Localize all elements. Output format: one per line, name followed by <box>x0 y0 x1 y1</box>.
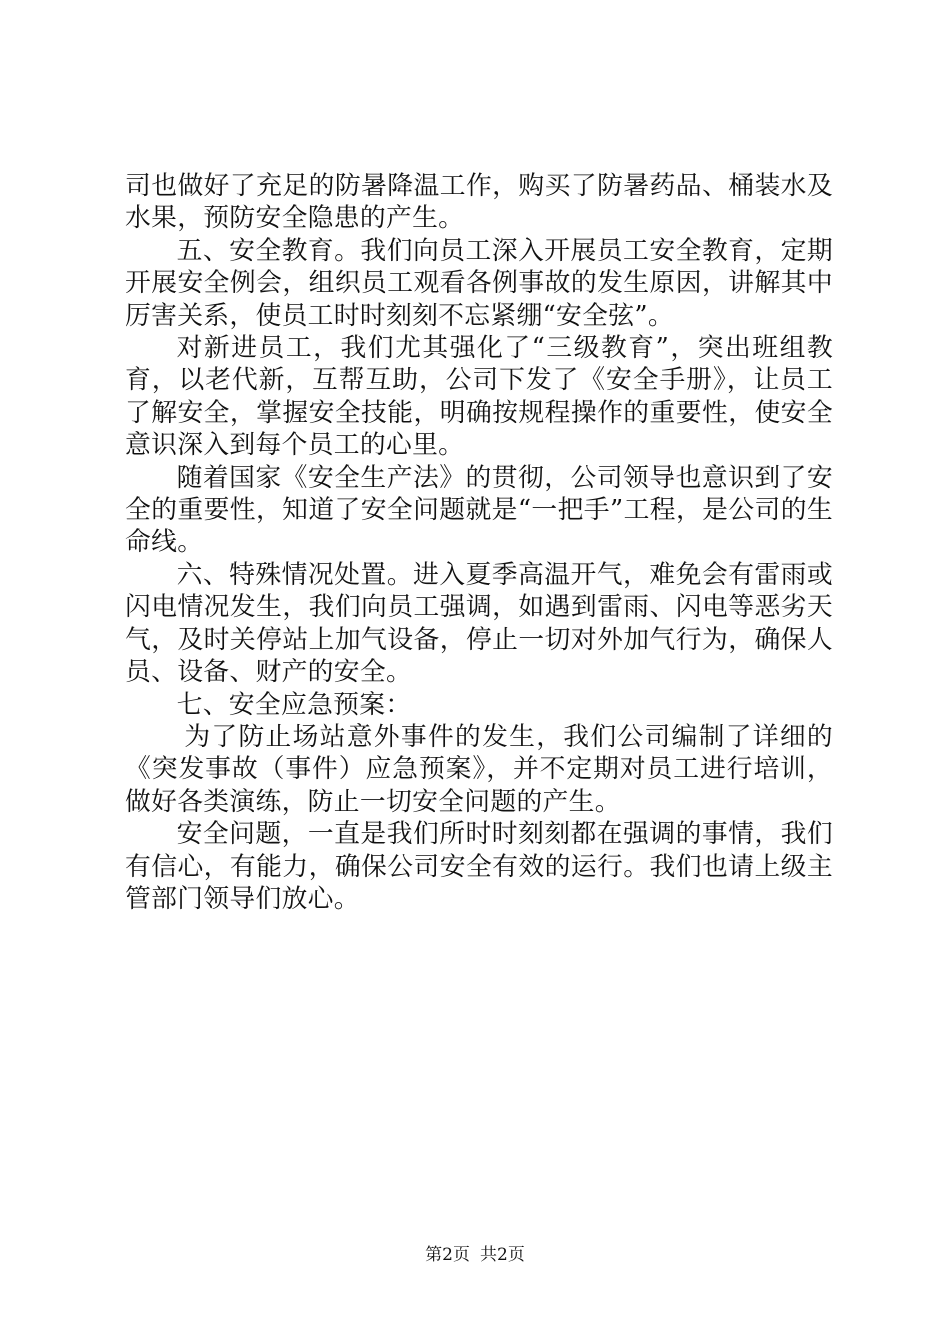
paragraph-5: 六、特殊情况处置。进入夏季高温开气，难免会有雷雨或闪电情况发生，我们向员工强调，如遇到雷雨、闪电等恶劣天气，及时关停站上加气设备，停止一切对外加气行为，确保人员、设备、财产的安全。 <box>125 559 833 688</box>
paragraph-3: 对新进员工，我们尤其强化了“三级教育”，突出班组教育，以老代新，互帮互助，公司下发了《安全手册》，让员工了解安全，掌握安全技能，明确按规程操作的重要性，使安全意识深入到每个员工的心里。 <box>125 333 833 461</box>
paragraph-1: 司也做好了充足的防暑降温工作，购买了防暑药品、桶装水及水果，预防安全隐患的产生。 <box>125 171 833 234</box>
page-footer <box>0 1244 950 1266</box>
paragraph-7: 为了防止场站意外事件的发生，我们公司编制了详细的《突发事故（事件）应急预案》，并不定期对员工进行培训，做好各类演练，防止一切安全问题的产生。 <box>125 721 833 817</box>
paragraph-8: 安全问题，一直是我们所时时刻刻都在强调的事情，我们有信心，有能力，确保公司安全有效的运行。我们也请上级主管部门领导们放心。 <box>125 819 833 914</box>
page-total: 共2页 <box>480 1245 525 1265</box>
paragraph-4: 随着国家《安全生产法》的贯彻，公司领导也意识到了安全的重要性，知道了安全问题就是“一把手”工程，是公司的生命线。 <box>125 462 833 558</box>
document-body <box>125 170 833 915</box>
paragraph-2: 五、安全教育。我们向员工深入开展员工安全教育，定期开展安全例会，组织员工观看各例事故的发生原因，讲解其中厉害关系，使员工时时刻刻不忘紧绷“安全弦”。 <box>125 235 833 331</box>
paragraph-6-heading: 七、安全应急预案： <box>176 689 412 720</box>
page-number: 第2页 <box>425 1245 470 1265</box>
